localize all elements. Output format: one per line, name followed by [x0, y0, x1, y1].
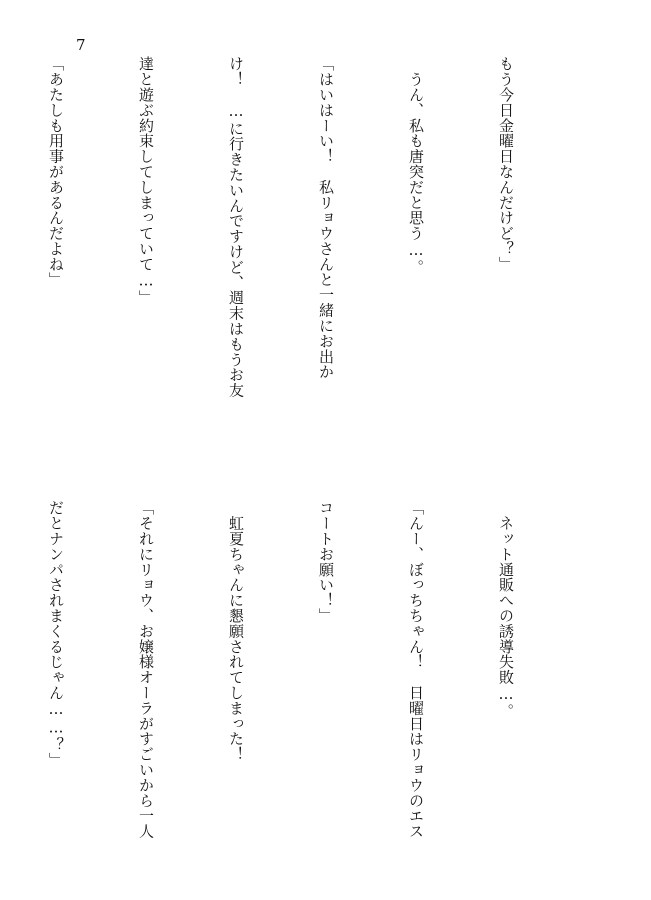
page-number: 7: [76, 36, 86, 54]
text-line: ネット通販への誘導失敗…。: [497, 500, 515, 719]
lower-text-block: [0, 500, 581, 875]
text-line: け！ …に行きたいんですけど、週末はもうお友: [227, 56, 245, 398]
text-line: コートお願い！」: [317, 500, 335, 624]
upper-text-block: [0, 56, 581, 446]
text-line: 「はいはーい！ 私リョウさんと一緒にお出か: [317, 56, 335, 380]
text-line: 達と遊ぶ約束してしまっていて…」: [137, 56, 155, 306]
text-line: 虹夏ちゃんに懇願されてしまった！: [227, 500, 245, 762]
text-line: 「んー、ぼっちちゃん！ 日曜日はリョウのエス: [407, 500, 425, 839]
text-line: もう今日金曜日なんだけど？」: [497, 56, 515, 272]
text-line: だとナンパされまくるじゃん……？」: [47, 500, 65, 768]
text-line: うん、私も唐突だと思う…。: [407, 56, 425, 275]
text-line: 「それにリョウ、お嬢様オーラがすごいから一人: [137, 500, 155, 839]
text-line: 「あたしも用事があるんだよね」: [47, 56, 65, 287]
